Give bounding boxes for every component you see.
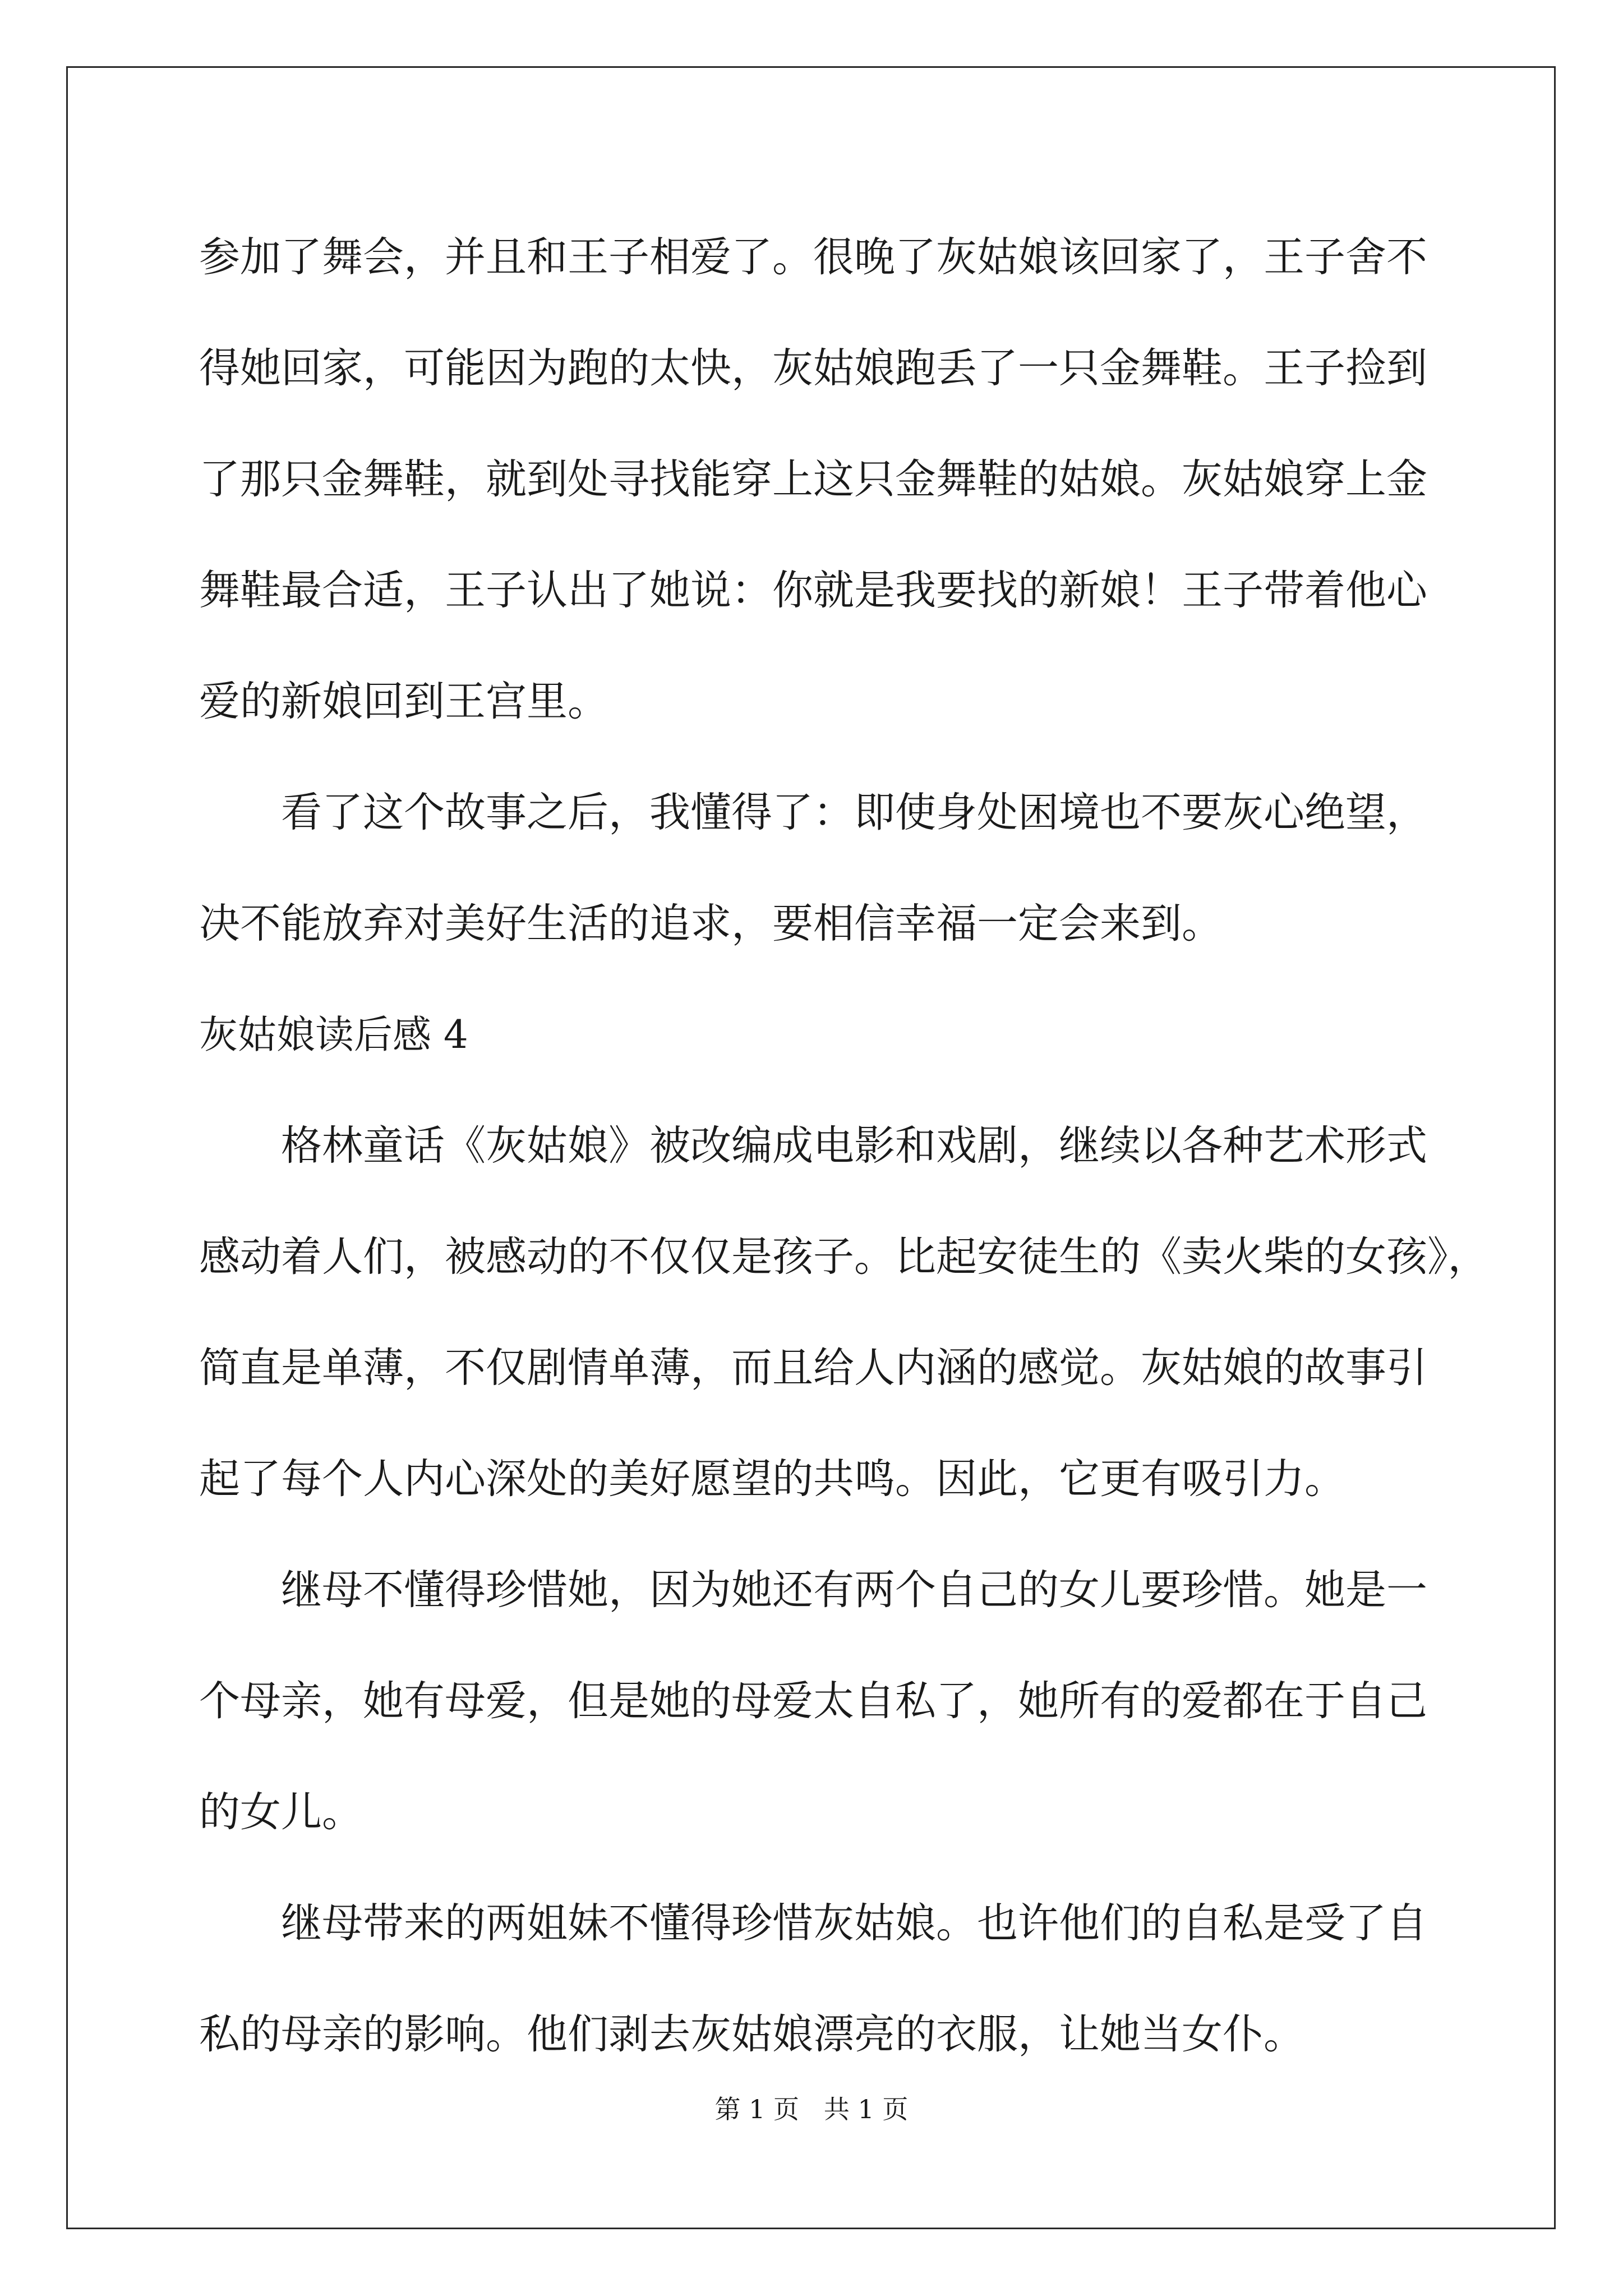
body-line: 私的母亲的影响。他们剥去灰姑娘漂亮的衣服，让她当女仆。 — [199, 2010, 1304, 2058]
body-line: 感动着人们，被感动的不仅仅是孩子。比起安徒生的《卖火柴的女孩》， — [199, 1233, 1489, 1281]
paragraph-first-line: 格林童话《灰姑娘》被改编成电影和戏剧，继续以各种艺术形式 — [281, 1122, 1427, 1170]
paragraph-first-line: 继母不懂得珍惜她，因为她还有两个自己的女儿要珍惜。她是一 — [281, 1566, 1427, 1614]
body-line: 的女儿。 — [199, 1788, 363, 1836]
page-footer: 第 1 页 共 1 页 — [714, 2094, 909, 2124]
body-line: 爱的新娘回到王宫里。 — [199, 678, 608, 725]
body-line: 得她回家，可能因为跑的太快，灰姑娘跑丢了一只金舞鞋。王子捡到 — [199, 344, 1427, 392]
document-body — [199, 202, 1489, 2090]
body-line: 了那只金舞鞋，就到处寻找能穿上这只金舞鞋的姑娘。灰姑娘穿上金 — [199, 455, 1427, 503]
paragraph-first-line: 继母带来的两姐妹不懂得珍惜灰姑娘。也许他们的自私是受了自 — [281, 1899, 1427, 1947]
section-heading: 灰姑娘读后感 4 — [199, 1013, 468, 1057]
body-line: 舞鞋最合适，王子认出了她说：你就是我要找的新娘！王子带着他心 — [199, 567, 1427, 614]
body-line: 个母亲，她有母爱，但是她的母爱太自私了，她所有的爱都在于自己 — [199, 1677, 1427, 1725]
body-line: 参加了舞会，并且和王子相爱了。很晚了灰姑娘该回家了，王子舍不 — [199, 233, 1427, 281]
paragraph-first-line: 看了这个故事之后，我懂得了：即使身处困境也不要灰心绝望， — [281, 789, 1427, 836]
body-line: 简直是单薄，不仅剧情单薄，而且给人内涵的感觉。灰姑娘的故事引 — [199, 1344, 1427, 1392]
body-line: 决不能放弃对美好生活的追求，要相信幸福一定会来到。 — [199, 900, 1223, 947]
body-line: 起了每个人内心深处的美好愿望的共鸣。因此，它更有吸引力。 — [199, 1455, 1345, 1503]
